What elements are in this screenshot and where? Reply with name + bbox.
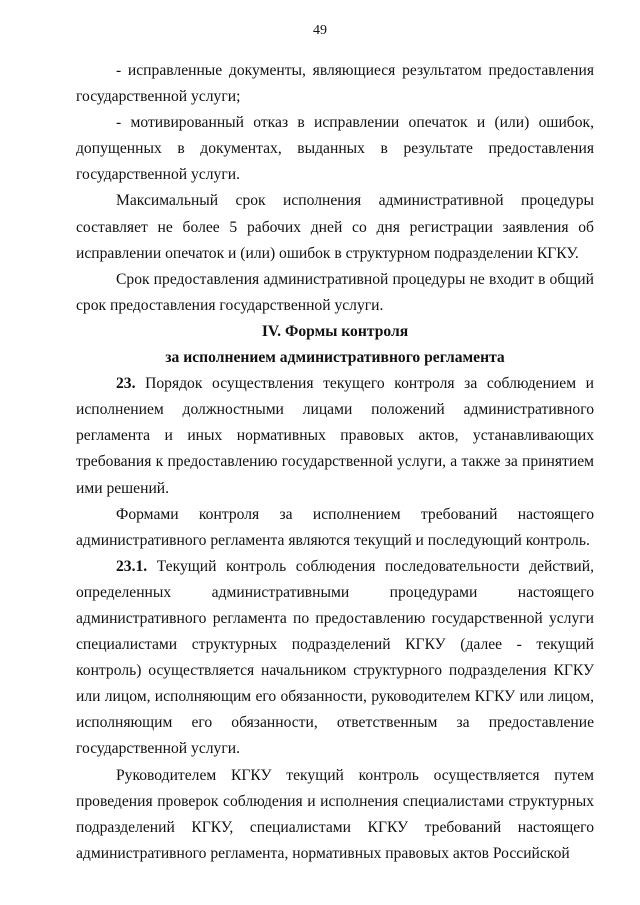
- document-body: [76, 58, 594, 867]
- paragraph-forms-of-control: Формами контроля за исполнением требований настоящего административного регламента являются текущий и последующий контроль.: [76, 505, 594, 549]
- paragraph-service-term: Срок предоставления административной процедуры не входит в общий срок предоставления государственной услуги.: [76, 270, 594, 314]
- clause-23-1-number: 23.1.: [116, 557, 148, 575]
- paragraph-head-control: Руководителем КГКУ текущий контроль осуществляется путем проведения проверок соблюдения и исполнения специалистами структурных подразделений КГКУ, специалистами КГКУ требований настоящего административного регламента, нормативных правовых актов Российской: [76, 766, 594, 862]
- page-number: 49: [313, 23, 327, 38]
- section-heading-line-2: за исполнением административного регламента: [165, 349, 505, 367]
- clause-23-number: 23.: [116, 375, 136, 393]
- clause-23-text: Порядок осуществления текущего контроля за соблюдением и исполнением должностными лицами положений административного регламента и иных нормативных правовых актов, устанавливающих требования к предоставлению государственной услуги, а также за принятием ими решений.: [76, 375, 594, 497]
- paragraph-motivated-refusal: - мотивированный отказ в исправлении опечаток и (или) ошибок, допущенных в документах, выданных в результате предоставления государственной услуги.: [76, 114, 594, 184]
- clause-23-1: [76, 554, 594, 763]
- clause-23-1-text: Текущий контроль соблюдения последовательности действий, определенных административными процедурами настоящего административного регламента по предоставлению государственной услуги специалистами структурных подразделений КГКУ (далее - текущий контроль) осуществляется начальником структурного подразделения КГКУ или лицом, исполняющим его обязанности, руководителем КГКУ или лицом, исполняющим его обязанности, ответственным за предоставление государственной услуги.: [76, 557, 594, 758]
- section-heading-line-1: IV. Формы контроля: [261, 322, 409, 340]
- clause-23: [76, 371, 594, 501]
- paragraph-corrected-documents: - исправленные документы, являющиеся результатом предоставления государственной услуги;: [76, 62, 594, 106]
- paragraph-maximum-term: Максимальный срок исполнения административной процедуры составляет не более 5 рабочих дней со дня регистрации заявления об исправлении опечаток и (или) ошибок в структурном подразделении КГКУ.: [76, 192, 594, 262]
